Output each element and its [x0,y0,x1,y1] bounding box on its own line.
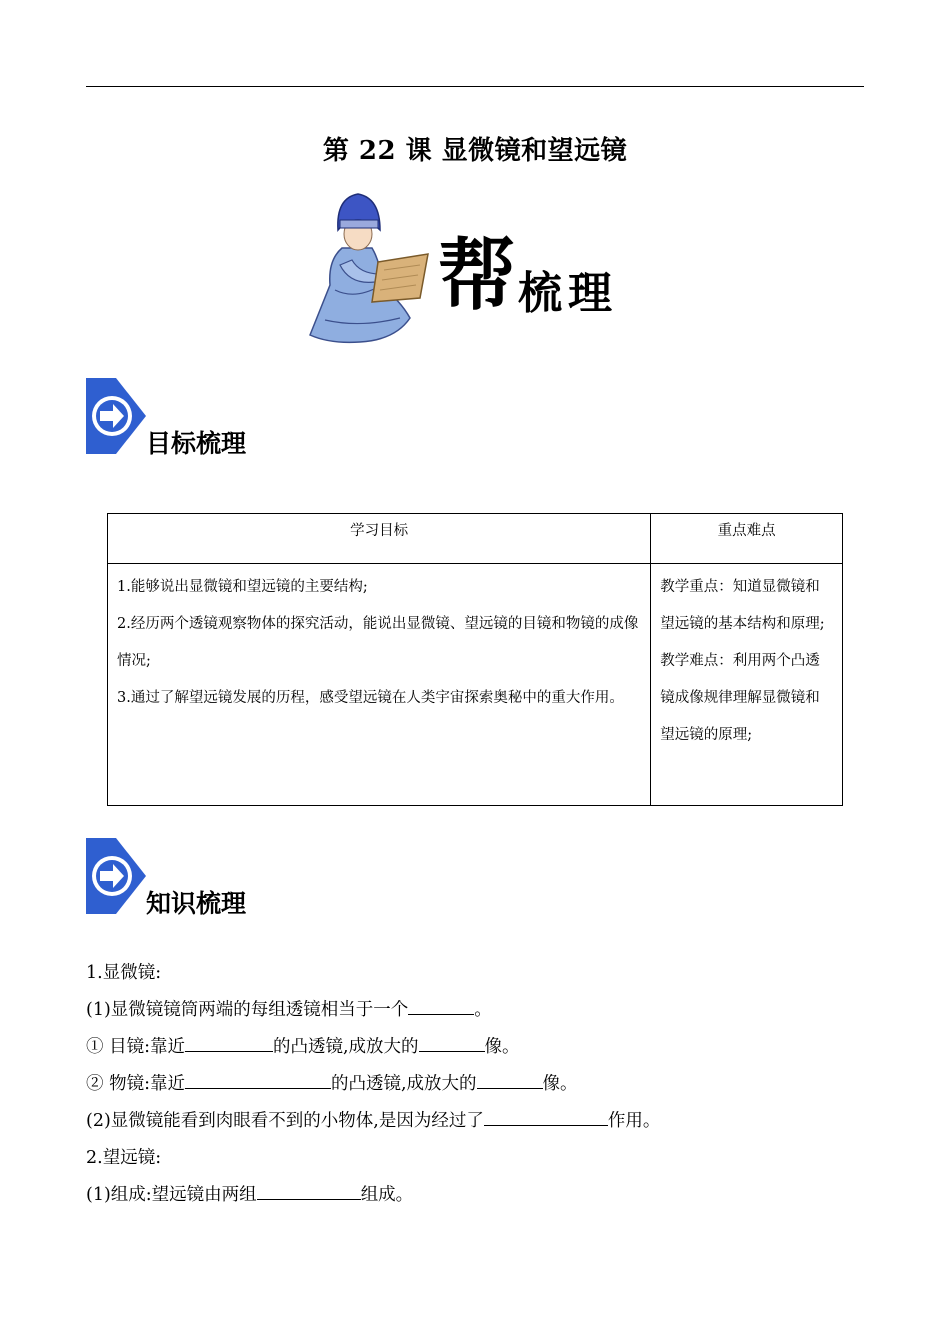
knowledge-line: 2.望远镜: [86,1148,162,1168]
knowledge-line: (1)组成:望远镜由两组 组成。 [86,1185,414,1205]
banner-big-char: 帮 [438,230,517,321]
banner-illustration [300,190,630,350]
header-rule [86,86,864,87]
keypoints-cell [651,564,843,806]
arrow-right-icon [86,838,146,914]
objective-item: 3.通过了解望远镜发展的历程，感受望远镜在人类宇宙探索奥秘中的重大作用。 [117,690,624,706]
fill-blank[interactable] [408,1013,474,1015]
goals-table [107,513,843,806]
fill-blank[interactable] [484,1124,608,1126]
section-title-goals: 目标梳理 [146,429,247,458]
key-points-text: 教学重点：知道显微镜和望远镜的基本结构和原理; [660,579,825,632]
objective-item: 2.经历两个透镜观察物体的探究活动，能说出显微镜、望远镜的目镜和物镜的成像情况; [117,616,639,669]
fill-blank[interactable] [419,1050,485,1052]
fill-blank[interactable] [477,1087,543,1089]
knowledge-content [86,955,866,1214]
goals-header-objectives: 学习目标 [108,514,651,564]
knowledge-line: (2)显微镜能看到肉眼看不到的小物体,是因为经过了 作用。 [86,1111,661,1131]
objective-item: 1.能够说出显微镜和望远镜的主要结构; [117,579,368,595]
section-title-knowledge: 知识梳理 [146,889,247,918]
fill-blank[interactable] [185,1050,273,1052]
knowledge-line: ① 目镜:靠近 的凸透镜,成放大的 像。 [86,1037,520,1057]
difficulties-text: 教学难点：利用两个凸透镜成像规律理解显微镜和望远镜的原理; [660,653,820,743]
calligraphy-icon [438,230,618,321]
knowledge-line: 1.显微镜: [86,963,162,983]
page-title: 第 22 课 显微镜和望远镜 [322,136,628,166]
banner-small-text: 梳理 [518,268,618,319]
knowledge-line: (1)显微镜镜筒两端的每组透镜相当于一个 。 [86,1000,492,1020]
arrow-right-icon [86,378,146,454]
scholar-figure-icon [310,194,428,342]
fill-blank[interactable] [257,1198,361,1200]
goals-header-keypoints: 重点难点 [651,514,843,564]
objectives-cell [108,564,651,806]
fill-blank[interactable] [185,1087,331,1089]
knowledge-line: ② 物镜:靠近 的凸透镜,成放大的 像。 [86,1074,578,1094]
